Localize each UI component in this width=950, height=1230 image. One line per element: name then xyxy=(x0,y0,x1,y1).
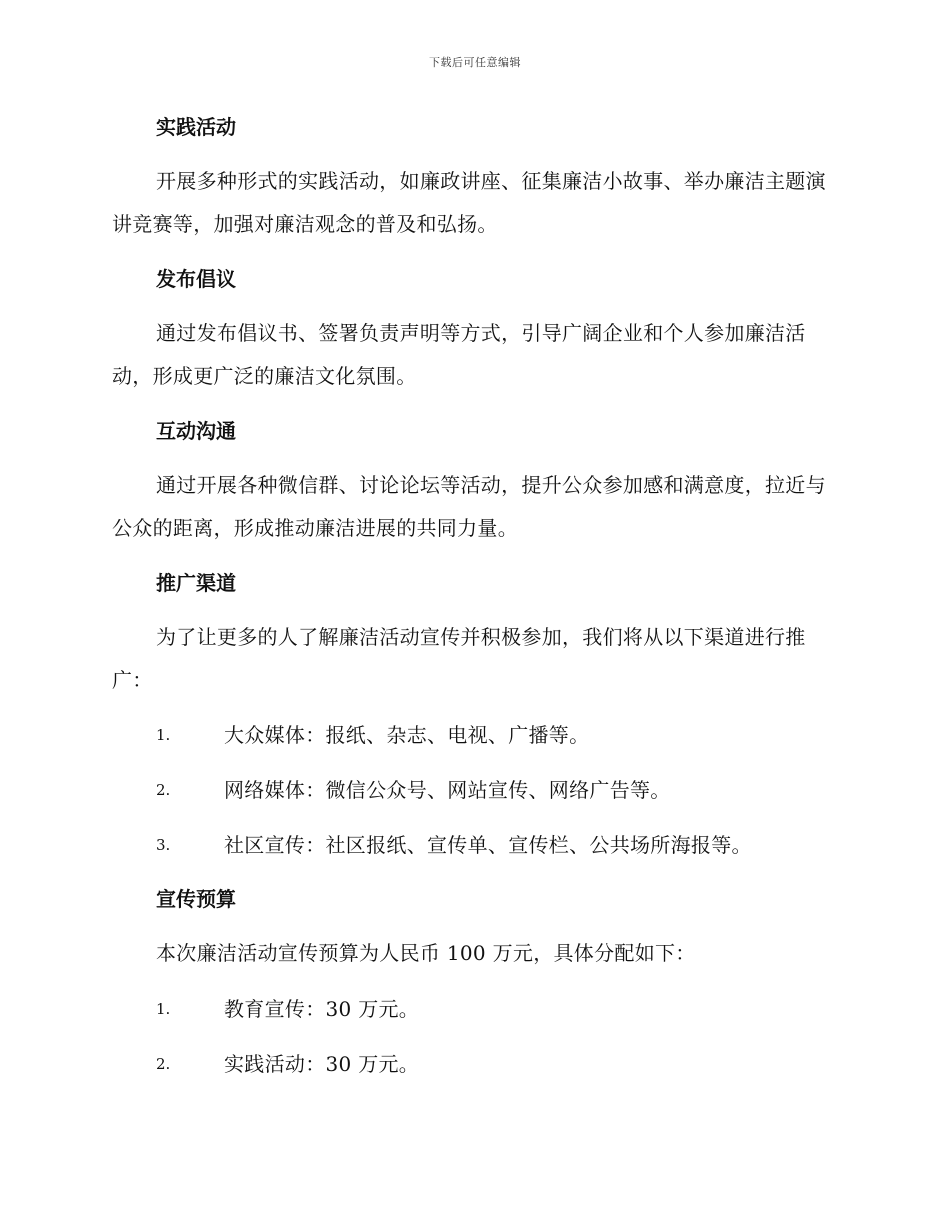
list-item-number: 1. xyxy=(156,726,171,744)
section-paragraph-budget: 本次廉洁活动宣传预算为人民币 100 万元，具体分配如下： xyxy=(156,941,696,965)
section-paragraph-interaction: 通过开展各种微信群、讨论论坛等活动，提升公众参加感和满意度，拉近与公众的距离，形成推动廉洁进展的共同力量。 xyxy=(112,473,826,540)
section-heading-interaction: 互动沟通 xyxy=(156,419,236,443)
section-heading-budget: 宣传预算 xyxy=(156,887,236,911)
list-item-number: 1. xyxy=(156,1000,171,1018)
list-item-text: 网络媒体：微信公众号、网站宣传、网络广告等。 xyxy=(224,778,671,802)
list-item-text: 大众媒体：报纸、杂志、电视、广播等。 xyxy=(224,723,590,747)
list-item-number: 2. xyxy=(156,1055,171,1073)
list-item-number: 2. xyxy=(156,781,171,799)
list-item-text: 教育宣传：30 万元。 xyxy=(224,997,420,1021)
section-paragraph-channels: 为了让更多的人了解廉洁活动宣传并积极参加，我们将从以下渠道进行推广： xyxy=(112,625,806,692)
page-header: 下载后可任意编辑 xyxy=(429,56,521,69)
list-item-number: 3. xyxy=(156,836,171,854)
section-heading-channels: 推广渠道 xyxy=(156,571,236,595)
list-item-text: 实践活动：30 万元。 xyxy=(224,1052,420,1076)
list-item-text: 社区宣传：社区报纸、宣传单、宣传栏、公共场所海报等。 xyxy=(224,833,752,857)
section-heading-initiative: 发布倡议 xyxy=(156,267,236,291)
section-heading-practice: 实践活动 xyxy=(156,115,236,139)
section-paragraph-practice: 开展多种形式的实践活动，如廉政讲座、征集廉洁小故事、举办廉洁主题演讲竞赛等，加强对廉洁观念的普及和弘扬。 xyxy=(112,169,826,236)
section-paragraph-initiative: 通过发布倡议书、签署负责声明等方式，引导广阔企业和个人参加廉洁活动，形成更广泛的廉洁文化氛围。 xyxy=(112,321,806,388)
